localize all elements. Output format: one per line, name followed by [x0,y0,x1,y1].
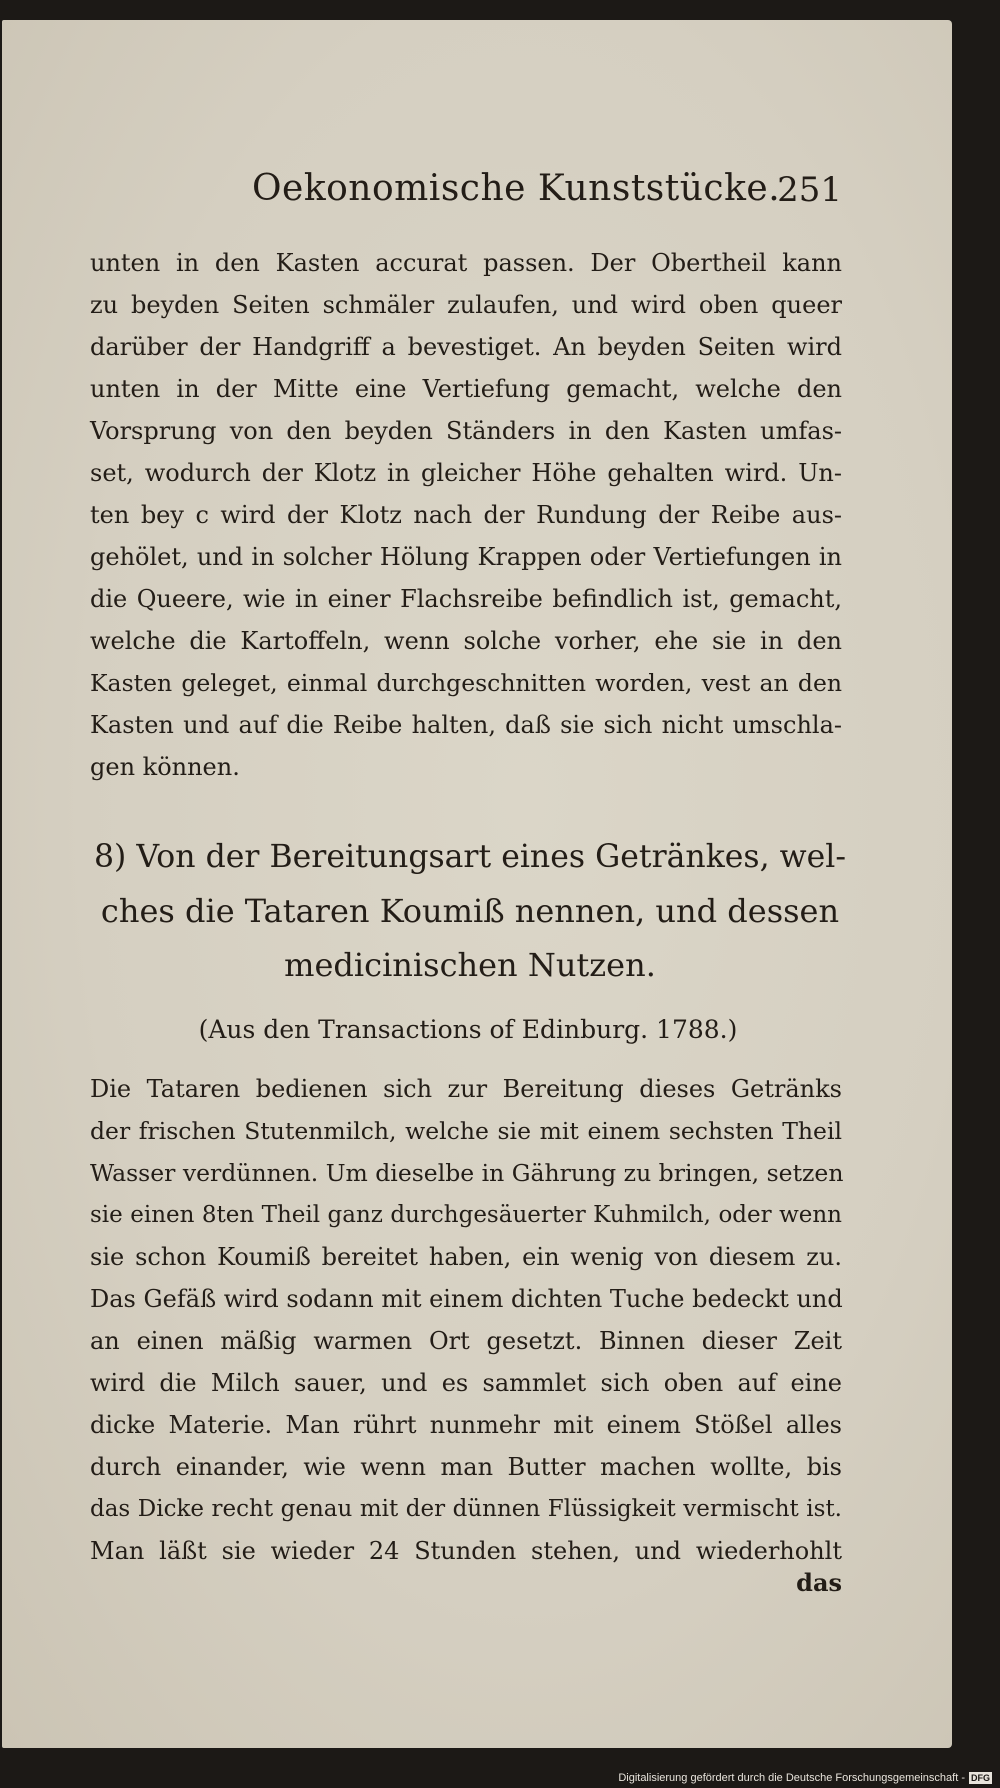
heading-line: medicinischen Nutzen. [284,946,656,984]
paragraph-1 [90,242,842,788]
text-line: unten in der Mitte eine Vertiefung gemacht, welche den [90,375,842,403]
paragraph-2 [90,1068,842,1572]
text-line: Man läßt sie wieder 24 Stunden stehen, und wiederhohlt [90,1537,842,1565]
text-line: Kasten und auf die Reibe halten, daß sie sich nicht umschla- [90,711,842,739]
text-line: durch einander, wie wenn man Butter machen wollte, bis [90,1453,842,1481]
text-line: darüber der Handgriff a bevestiget. An beyden Seiten wird [90,333,842,361]
text-line: wird die Milch sauer, und es sammlet sich oben auf eine [90,1369,842,1397]
text-line: sie einen 8ten Theil ganz durchgesäuerter Kuhmilch, oder wenn [90,1202,842,1228]
text-line: ten bey c wird der Klotz nach der Rundung der Reibe aus- [90,501,842,529]
text-line: Vorsprung von den beyden Ständers in den Kasten umfas- [90,417,842,445]
text-line: zu beyden Seiten schmäler zulaufen, und wird oben queer [90,291,842,319]
running-title: Oekonomische Kunststücke. [252,168,781,209]
text-line: gehölet, und in solcher Hölung Krappen oder Vertiefungen in [90,543,842,571]
text-line: Kasten geleget, einmal durchgeschnitten worden, vest an den [90,669,842,697]
catchword: das [796,1568,842,1597]
text-line: Wasser verdünnen. Um dieselbe in Gährung zu bringen, setzen [90,1159,844,1187]
digitization-footer [618,1772,992,1784]
section-heading [94,830,846,992]
text-line: das Dicke recht genau mit der dünnen Flüssigkeit vermischt ist. [90,1496,842,1522]
book-page [2,20,952,1748]
text-line: der frischen Stutenmilch, welche sie mit einem sechsten Theil [90,1117,842,1145]
text-line: set, wodurch der Klotz in gleicher Höhe gehalten wird. Un- [90,459,842,487]
dfg-logo: DFG [971,1773,990,1783]
page-number: 251 [777,170,842,210]
heading-line: 8) Von der Bereitungsart eines Getränkes, wel- [94,839,846,875]
text-line: dicke Materie. Man rührt nunmehr mit einem Stößel alles [90,1411,842,1439]
running-head [90,168,842,218]
text-line: die Queere, wie in einer Flachsreibe befindlich ist, gemacht, [90,585,842,613]
text-line: sie schon Koumiß bereitet haben, ein wenig von diesem zu. [90,1243,842,1271]
text-line: Die Tataren bedienen sich zur Bereitung dieses Getränks [90,1075,842,1103]
heading-line: ches die Tataren Koumiß nennen, und dessen [100,892,840,930]
footer-text: Digitalisierung gefördert durch die Deutsche Forschungsgemeinschaft - [618,1772,965,1784]
text-line: welche die Kartoffeln, wenn solche vorher, ehe sie in den [90,627,842,655]
source-note: (Aus den Transactions of Edinburg. 1788.) [198,1015,738,1044]
text-line: unten in den Kasten accurat passen. Der Obertheil kann [90,249,842,277]
text-line: Das Gefäß wird sodann mit einem dichten Tuche bedeckt und [90,1285,843,1313]
text-line: an einen mäßig warmen Ort gesetzt. Binnen dieser Zeit [90,1327,842,1355]
text-line: gen können. [90,753,240,781]
